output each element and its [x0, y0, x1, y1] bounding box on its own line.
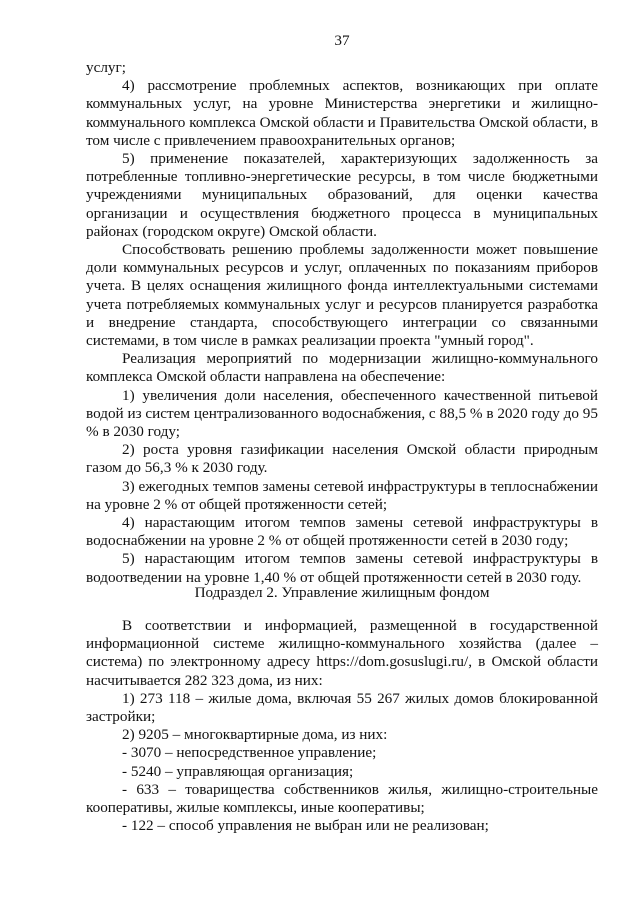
list-item: - 122 – способ управления не выбран или не реализован; — [122, 817, 489, 835]
body-text — [86, 59, 598, 587]
list-item: 2) 9205 – многоквартирные дома, из них: — [122, 726, 388, 744]
list-item: 1) увеличения доли населения, обеспеченного качественной питьевой водой из систем централизованного водоснабжения, с 88,5 % в 2020 году до 95 % в 2030 году; — [86, 386, 598, 441]
paragraph: Реализация мероприятий по модернизации жилищно-коммунального комплекса Омской области направлена на обеспечение: — [86, 350, 598, 386]
list-item: - 3070 – непосредственное управление; — [122, 744, 377, 762]
list-item: - 633 – товарищества собственников жилья, жилищно-строительные кооперативы, жилые комплексы, иные кооперативы; — [86, 780, 598, 817]
list-item: 2) роста уровня газификации населения Омской области природным газом до 56,3 % к 2030 году. — [86, 441, 598, 477]
section-text — [86, 617, 598, 835]
page-number: 37 — [334, 32, 350, 49]
list-item: 1) 273 118 – жилые дома, включая 55 267 жилых домов блокированной застройки; — [86, 689, 598, 726]
paragraph: Способствовать решению проблемы задолженности может повышение доли коммунальных ресурсов и услуг, оплаченных по показаниям приборов учета. В целях оснащения жилищного фонда интеллектуальными системами учета потребляемых коммунальных услуг и ресурсов планируется разработка и внедрение стандарта, способствующего интеграции со связанными системами, в том числе в рамках реализации проекта "умный город". — [86, 241, 598, 350]
paragraph: 4) рассмотрение проблемных аспектов, возникающих при оплате коммунальных услуг, на уровне Министерства энергетики и жилищно-коммунального комплекса Омской области и Правительства Омской области, в том числе с привлечением правоохранительных органов; — [86, 77, 598, 149]
paragraph: 5) применение показателей, характеризующих задолженность за потребленные топливно-энергетические ресурсы, в том числе бюджетными учреждениями муниципальных образований, для оценки качества организации и осуществления бюджетного процесса в муниципальных районах (городском округе) Омской области. — [86, 150, 598, 240]
paragraph: услуг; — [86, 59, 126, 76]
list-item: 4) нарастающим итогом темпов замены сетевой инфраструктуры в водоснабжении на уровне 2 % от общей протяженности сетей в 2030 году; — [86, 514, 598, 550]
list-item: 5) нарастающим итогом темпов замены сетевой инфраструктуры в водоотведении на уровне 1,40 % от общей протяженности сетей в 2030 году. — [86, 550, 598, 586]
section-heading: Подраздел 2. Управление жилищным фондом — [194, 584, 490, 601]
list-item: 3) ежегодных темпов замены сетевой инфраструктуры в теплоснабжении на уровне 2 % от общей протяженности сетей; — [86, 477, 598, 513]
list-item: - 5240 – управляющая организация; — [122, 762, 354, 780]
paragraph: В соответствии и информацией, размещенной в государственной информационной системе жилищно-коммунального хозяйства (далее – система) по электронному адресу https://dom.gosuslugi.ru/, в Омской области насчитывается 282 323 дома, из них: — [86, 617, 598, 689]
